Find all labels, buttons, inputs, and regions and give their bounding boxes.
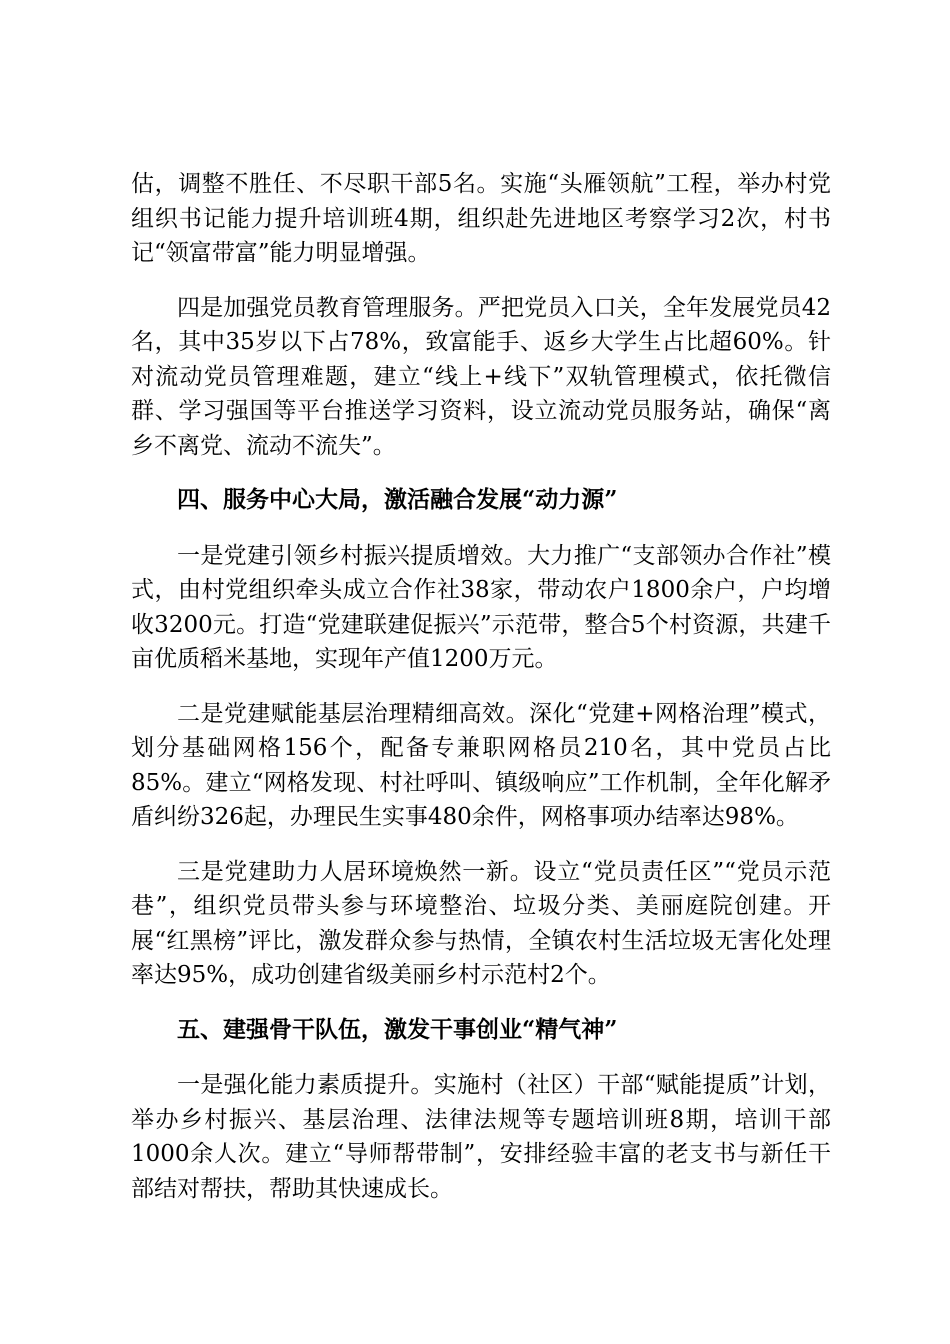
paragraph-grassroots-governance: 二是党建赋能基层治理精细高效。深化“党建+网格治理”模式，划分基础网格156个，配备专兼职网格员210名，其中党员占比85%。建立“网格发现、村社呼叫、镇级响应”工作机制，全年化解矛盾纠纷326起，办理民生实事480余件，网格事项办结率达98%。 bbox=[131, 700, 831, 830]
paragraph-continuation: 估，调整不胜任、不尽职干部5名。实施“头雁领航”工程，举办村党组织书记能力提升培训班4期，组织赴先进地区考察学习2次，村书记“领富带富”能力明显增强。 bbox=[131, 171, 831, 266]
section-heading-four: 四、服务中心大局，激活融合发展“动力源” bbox=[177, 486, 618, 513]
document-body bbox=[131, 167, 831, 1226]
paragraph-party-member-education: 四是加强党员教育管理服务。严把党员入口关，全年发展党员42名，其中35岁以下占78%，致富能手、返乡大学生占比超60%。针对流动党员管理难题，建立“线上+线下”双轨管理模式，依托微信群、学习强国等平台推送学习资料，设立流动党员服务站，确保“离乡不离党、流动不流失”。 bbox=[131, 294, 831, 459]
paragraph-living-environment: 三是党建助力人居环境焕然一新。设立“党员责任区”“党员示范巷”，组织党员带头参与环境整治、垃圾分类、美丽庭院创建。开展“红黑榜”评比，激发群众参与热情，全镇农村生活垃圾无害化处理率达95%，成功创建省级美丽乡村示范村2个。 bbox=[131, 858, 831, 988]
paragraph-capacity-building: 一是强化能力素质提升。实施村（社区）干部“赋能提质”计划，举办乡村振兴、基层治理、法律法规等专题培训班8期，培训干部1000余人次。建立“导师帮带制”，安排经验丰富的老支书与新任干部结对帮扶，帮助其快速成长。 bbox=[131, 1072, 831, 1202]
section-heading-five: 五、建强骨干队伍，激发干事创业“精气神” bbox=[177, 1015, 618, 1043]
paragraph-rural-revitalization: 一是党建引领乡村振兴提质增效。大力推广“支部领办合作社”模式，由村党组织牵头成立合作社38家，带动农户1800余户，户均增收3200元。打造“党建联建促振兴”示范带，整合5个村资源，共建千亩优质稻米基地，实现年产值1200万元。 bbox=[131, 542, 831, 672]
